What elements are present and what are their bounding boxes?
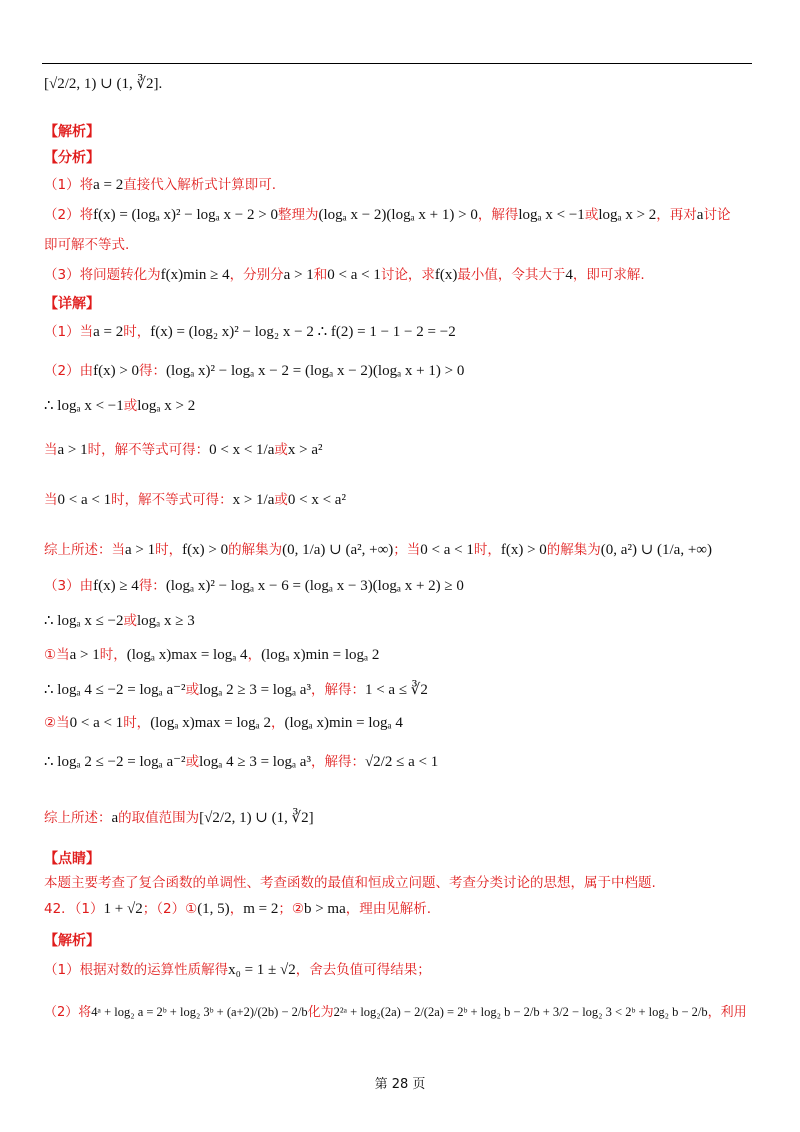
section-heading-fenxi <box>44 148 100 168</box>
math: 0 < a < 1 <box>327 267 381 283</box>
math: m = 2 <box>243 901 279 917</box>
math: f(x) <box>434 267 458 283</box>
page-number: 第 28 页 <box>374 1077 426 1092</box>
text: 综上所述： <box>44 810 112 826</box>
math: 4 <box>565 267 573 283</box>
math: f(x) > 0 <box>182 542 229 558</box>
section-heading-dianjing <box>44 849 100 869</box>
text: ；（2）① <box>142 901 198 917</box>
math: a = 2 <box>93 177 124 193</box>
math: a = 2 <box>93 324 124 340</box>
text: 的解集为 <box>546 542 601 558</box>
math: 2²ᵃ + log₂(2a) − 2/(2a) = 2ᵇ + log₂ b − 2/b + 3/2 − log₂ 3 < 2ᵇ + log₂ b − 2/b <box>333 1005 708 1019</box>
line-20 <box>44 808 314 828</box>
text: 最小值，令其大于 <box>457 267 566 283</box>
text: 或 <box>185 682 200 698</box>
math: 0 < a < 1 <box>57 492 112 508</box>
math: (logₐ x)max = logₐ 2 <box>150 715 272 731</box>
text: 42．（1） <box>44 901 104 917</box>
text: 直接代入解析式计算即可. <box>123 177 277 193</box>
text: 时，解不等式可得： <box>111 492 233 508</box>
math: ∴ logₐ 4 ≤ −2 = logₐ a⁻² <box>44 682 186 698</box>
line-25 <box>44 960 431 980</box>
math: a <box>696 207 704 223</box>
text: 或 <box>123 613 138 629</box>
heading-text: 【点睛】 <box>44 851 100 867</box>
line-4 <box>44 205 730 225</box>
math: 0 < x < 1/a <box>209 442 275 458</box>
text: 得： <box>138 578 166 594</box>
math: b > ma <box>303 901 346 917</box>
text: 时，解不等式可得： <box>87 442 210 458</box>
line-17 <box>44 680 428 700</box>
math: a <box>111 810 119 826</box>
text: 时， <box>123 324 151 340</box>
section-heading-xiangjie <box>44 294 100 314</box>
text: ，解得： <box>310 754 365 770</box>
math: f(x)min ≥ 4 <box>160 267 230 283</box>
line-3 <box>44 175 276 195</box>
math: [√2/2, 1) ∪ (1, ∛2] <box>44 76 159 92</box>
text: （2）由 <box>44 363 94 379</box>
math: (logₐ x)min = logₐ 4 <box>284 715 403 731</box>
text: （2）将 <box>44 207 94 223</box>
line-26 <box>44 1002 747 1023</box>
heading-text: 【分析】 <box>44 150 100 166</box>
text: （3）由 <box>44 578 94 594</box>
math: 0 < a < 1 <box>420 542 474 558</box>
math: (logₐ x − 2)(logₐ x + 1) > 0 <box>318 207 478 223</box>
math: logₐ 2 ≥ 3 = logₐ a³ <box>199 682 311 698</box>
math: (logₐ x)² − logₐ x − 2 = (logₐ x − 2)(logₐ x + 1) > 0 <box>166 363 465 379</box>
math: a > 1 <box>69 647 100 663</box>
section-heading-jiexi-2 <box>44 931 100 951</box>
line-23 <box>44 899 431 919</box>
text: 或 <box>274 492 288 508</box>
math: (logₐ x)² − logₐ x − 6 = (logₐ x − 3)(logₐ x + 2) ≥ 0 <box>165 578 464 594</box>
text: ，再对 <box>656 207 697 223</box>
text: 时， <box>99 647 127 663</box>
math: (logₐ x)max = logₐ 4 <box>126 647 248 663</box>
line-22 <box>44 873 656 893</box>
text: 时， <box>123 715 151 731</box>
heading-text: 【解析】 <box>44 124 100 140</box>
text: 当 <box>44 492 58 508</box>
text: 得： <box>139 363 167 379</box>
line-6 <box>44 265 645 285</box>
math: 1 < a ≤ ∛2 <box>364 682 428 698</box>
text: ，利用 <box>707 1005 747 1020</box>
text: ②当 <box>44 715 70 731</box>
text: 整理为 <box>277 207 319 223</box>
text: ①当 <box>44 647 70 663</box>
line-12 <box>44 490 346 510</box>
text: 讨论，求 <box>380 267 435 283</box>
line-14 <box>44 576 464 596</box>
line-10 <box>44 396 195 416</box>
math: 4ᵃ + log₂ a = 2ᵇ + log₂ 3ᵇ + (a+2)/(2b) − 2/b <box>91 1005 308 1019</box>
text: （1）当 <box>44 324 94 340</box>
line-5 <box>44 235 129 255</box>
line-8 <box>44 322 456 342</box>
math: 0 < a < 1 <box>69 715 124 731</box>
math: √2/2 ≤ a < 1 <box>364 754 439 770</box>
text: ，理由见解析. <box>345 901 432 917</box>
math: [√2/2, 1) ∪ (1, ∛2] <box>199 810 314 826</box>
text: ，舍去负值可得结果； <box>295 962 431 978</box>
text: （3）将问题转化为 <box>44 267 161 283</box>
math: f(x) > 0 <box>500 542 547 558</box>
math: x₀ = 1 ± √2 <box>228 962 296 978</box>
math: ∴ logₐ 2 ≤ −2 = logₐ a⁻² <box>44 754 186 770</box>
text: ， <box>229 901 244 917</box>
math: a > 1 <box>57 442 88 458</box>
text: ；当 <box>393 542 421 558</box>
math: (0, a²) ∪ (1/a, +∞) <box>600 542 712 558</box>
math: x > 1/a <box>232 492 275 508</box>
text: ，即可求解. <box>572 267 645 283</box>
math: 0 < x < a² <box>287 492 346 508</box>
math: logₐ x ≥ 3 <box>137 613 195 629</box>
text: ， <box>271 715 285 731</box>
text: 或 <box>584 207 599 223</box>
math: f(x) > 0 <box>93 363 140 379</box>
line-16 <box>44 645 379 665</box>
text: （1）根据对数的运算性质解得 <box>44 962 229 978</box>
text: 即可解不等式. <box>44 237 130 253</box>
text: 时， <box>473 542 501 558</box>
math: f(x) = (logₐ x)² − logₐ x − 2 > 0 <box>93 207 278 223</box>
text: 或 <box>274 442 288 458</box>
text: 当 <box>44 442 58 458</box>
line-18 <box>44 713 403 733</box>
text: ， <box>247 647 262 663</box>
text: 的取值范围为 <box>118 810 200 826</box>
math: 1 + √2 <box>103 901 143 917</box>
math: (logₐ x)min = logₐ 2 <box>261 647 380 663</box>
math: ∴ logₐ x < −1 <box>44 398 124 414</box>
text: 时， <box>155 542 183 558</box>
text: ，解得： <box>310 682 365 698</box>
math: logₐ x < −1 <box>518 207 585 223</box>
text: 本题主要考查了复合函数的单调性、考查函数的最值和恒成立问题、考查分类讨论的思想，属于中档题. <box>44 875 656 891</box>
math: logₐ x > 2 <box>598 207 657 223</box>
math: (1, 5) <box>197 901 230 917</box>
math: f(x) = (log₂ x)² − log₂ x − 2 ∴ f(2) = 1 − 1 − 2 = −2 <box>150 324 456 340</box>
section-heading-jiexi <box>44 122 100 142</box>
text: 或 <box>185 754 200 770</box>
text: ，分别分 <box>229 267 284 283</box>
math: a > 1 <box>125 542 156 558</box>
heading-text: 【详解】 <box>44 296 100 312</box>
header-rule <box>42 63 752 64</box>
text: （2）将 <box>44 1005 92 1020</box>
text: 的解集为 <box>228 542 283 558</box>
math: ∴ logₐ x ≤ −2 <box>44 613 124 629</box>
text: 综上所述：当 <box>44 542 125 558</box>
line-15 <box>44 611 195 631</box>
line-13 <box>44 540 712 560</box>
math: x > a² <box>287 442 323 458</box>
text: ；② <box>278 901 304 917</box>
text: 化为 <box>307 1005 334 1020</box>
line-0 <box>44 74 162 94</box>
line-19 <box>44 752 438 772</box>
text: 或 <box>123 398 138 414</box>
math: logₐ x > 2 <box>137 398 196 414</box>
text: ，解得 <box>477 207 519 223</box>
math: f(x) ≥ 4 <box>93 578 139 594</box>
line-9 <box>44 361 464 381</box>
text: （1）将 <box>44 177 94 193</box>
heading-text: 【解析】 <box>44 933 100 949</box>
math: (0, 1/a) ∪ (a², +∞) <box>282 542 394 558</box>
math: a > 1 <box>283 267 314 283</box>
line-11 <box>44 440 323 460</box>
text: 讨论 <box>703 207 731 223</box>
text: 和 <box>313 267 328 283</box>
text: . <box>158 76 163 92</box>
math: logₐ 4 ≥ 3 = logₐ a³ <box>199 754 311 770</box>
